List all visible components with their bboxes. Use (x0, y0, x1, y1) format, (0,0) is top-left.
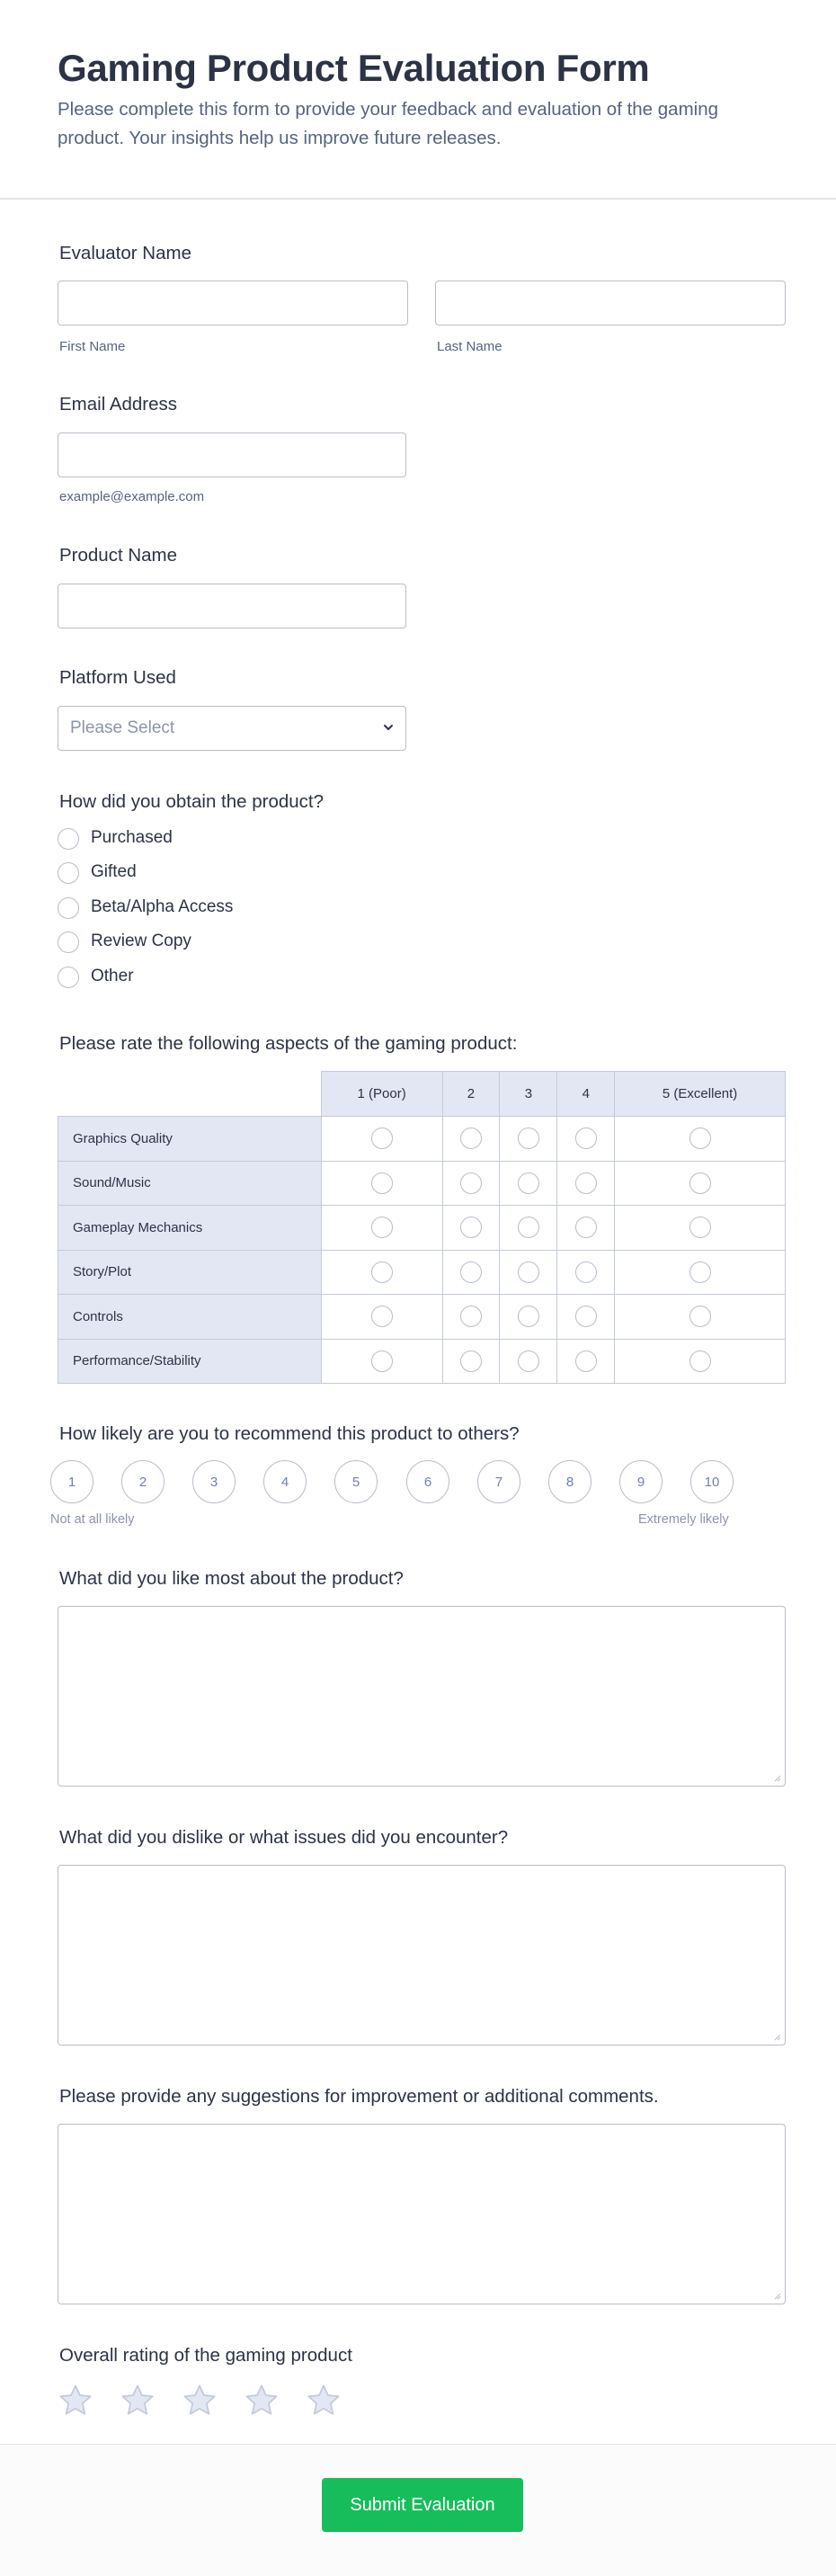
chevron-down-icon (382, 721, 395, 734)
matrix-radio[interactable] (460, 1128, 482, 1149)
matrix-row (58, 1161, 786, 1206)
matrix-col-header: 5 (Excellent) (615, 1072, 786, 1117)
matrix-row-label: Sound/Music (58, 1161, 322, 1206)
form-footer (0, 2444, 836, 2576)
matrix-col-header: 2 (442, 1072, 500, 1117)
matrix-radio[interactable] (518, 1128, 539, 1149)
matrix-row (58, 1295, 786, 1340)
matrix-radio[interactable] (371, 1217, 393, 1238)
radio-label: Beta/Alpha Access (91, 897, 234, 916)
product-name-input[interactable] (58, 584, 406, 628)
platform-select[interactable] (58, 706, 406, 751)
star-icon[interactable] (181, 2382, 218, 2420)
matrix-radio[interactable] (460, 1350, 482, 1372)
radio-label: Review Copy (91, 931, 191, 950)
scale-option-3[interactable]: 3 (192, 1460, 236, 1503)
matrix-radio[interactable] (575, 1306, 597, 1327)
radio-button[interactable] (58, 862, 79, 884)
scale-option-7[interactable]: 7 (477, 1460, 520, 1503)
radio-button[interactable] (58, 828, 79, 850)
overall-rating-label: Overall rating of the gaming product (59, 2345, 352, 2366)
star-icon[interactable] (119, 2382, 156, 2420)
suggestions-label: Please provide any suggestions for improvement or additional comments. (59, 2086, 659, 2107)
matrix-radio[interactable] (575, 1128, 597, 1149)
rating-matrix (58, 1071, 786, 1384)
radio-button[interactable] (58, 897, 79, 919)
last-name-sublabel: Last Name (437, 339, 502, 354)
matrix-radio[interactable] (689, 1172, 711, 1194)
matrix-radio[interactable] (575, 1350, 597, 1372)
suggestions-textarea[interactable] (58, 2124, 786, 2304)
matrix-label: Please rate the following aspects of the gaming product: (59, 1033, 518, 1054)
first-name-sublabel: First Name (59, 339, 126, 354)
product-name-label: Product Name (59, 545, 178, 566)
matrix-radio[interactable] (371, 1261, 393, 1283)
platform-label: Platform Used (59, 667, 176, 688)
matrix-col-header: 3 (500, 1072, 557, 1117)
matrix-row (58, 1339, 786, 1384)
matrix-radio[interactable] (575, 1261, 597, 1283)
obtain-label: How did you obtain the product? (59, 791, 325, 812)
matrix-col-header: 1 (Poor) (321, 1072, 442, 1117)
disliked-label: What did you dislike or what issues did you encounter? (59, 1827, 509, 1848)
radio-button[interactable] (58, 967, 79, 988)
matrix-radio[interactable] (689, 1306, 711, 1327)
matrix-radio[interactable] (689, 1261, 711, 1283)
matrix-radio[interactable] (518, 1217, 539, 1238)
matrix-row-label: Story/Plot (58, 1250, 322, 1295)
matrix-row (58, 1250, 786, 1295)
resize-handle-icon[interactable] (772, 1773, 781, 1782)
matrix-row-label: Performance/Stability (58, 1339, 322, 1384)
matrix-radio[interactable] (575, 1172, 597, 1194)
matrix-corner (58, 1072, 322, 1117)
form-subtitle: Please complete this form to provide your feedback and evaluation of the gaming product. Your insights help us improve future releases. (58, 99, 719, 148)
matrix-radio[interactable] (371, 1172, 393, 1194)
scale-option-6[interactable]: 6 (406, 1460, 449, 1503)
scale-option-10[interactable]: 10 (690, 1460, 734, 1503)
star-icon[interactable] (305, 2382, 342, 2420)
matrix-radio[interactable] (518, 1172, 539, 1194)
scale-option-9[interactable]: 9 (619, 1460, 663, 1503)
matrix-row (58, 1117, 786, 1162)
scale-option-2[interactable]: 2 (121, 1460, 165, 1503)
matrix-radio[interactable] (689, 1217, 711, 1238)
matrix-radio[interactable] (460, 1261, 482, 1283)
matrix-row (58, 1206, 786, 1251)
matrix-radio[interactable] (371, 1350, 393, 1372)
disliked-textarea[interactable] (58, 1865, 786, 2046)
radio-label: Purchased (91, 828, 173, 847)
matrix-radio[interactable] (460, 1306, 482, 1327)
star-icon[interactable] (243, 2382, 280, 2420)
scale-low-caption: Not at all likely (50, 1512, 135, 1527)
matrix-radio[interactable] (371, 1306, 393, 1327)
email-label: Email Address (59, 394, 178, 414)
matrix-col-header: 4 (557, 1072, 615, 1117)
radio-button[interactable] (58, 931, 79, 953)
matrix-radio[interactable] (518, 1306, 539, 1327)
scale-high-caption: Extremely likely (638, 1512, 729, 1527)
matrix-row-label: Graphics Quality (58, 1117, 322, 1162)
submit-button[interactable]: Submit Evaluation (322, 2478, 523, 2532)
radio-label: Gifted (91, 862, 137, 881)
matrix-radio[interactable] (575, 1217, 597, 1238)
matrix-radio[interactable] (518, 1261, 539, 1283)
matrix-radio[interactable] (689, 1350, 711, 1372)
star-icon[interactable] (57, 2382, 94, 2420)
resize-handle-icon[interactable] (772, 2032, 781, 2041)
scale-option-1[interactable]: 1 (50, 1460, 93, 1503)
radio-label: Other (91, 967, 134, 985)
scale-option-8[interactable]: 8 (548, 1460, 591, 1503)
matrix-row-label: Gameplay Mechanics (58, 1206, 322, 1251)
last-name-input[interactable] (435, 281, 786, 325)
scale-option-5[interactable]: 5 (334, 1460, 378, 1503)
matrix-radio[interactable] (371, 1128, 393, 1149)
platform-selected-value: Please Select (70, 718, 175, 737)
evaluator-name-label: Evaluator Name (59, 243, 191, 263)
matrix-row-label: Controls (58, 1295, 322, 1340)
matrix-radio[interactable] (518, 1350, 539, 1372)
matrix-radio[interactable] (689, 1128, 711, 1149)
liked-label: What did you like most about the product? (59, 1568, 404, 1589)
matrix-radio[interactable] (460, 1172, 482, 1194)
form-title: Gaming Product Evaluation Form (58, 47, 650, 89)
scale-option-4[interactable]: 4 (263, 1460, 307, 1503)
email-input[interactable] (58, 432, 406, 477)
recommend-label: How likely are you to recommend this product to others? (59, 1423, 520, 1444)
email-sublabel: example@example.com (59, 489, 205, 504)
form-header (0, 0, 836, 200)
liked-textarea[interactable] (58, 1606, 786, 1787)
matrix-radio[interactable] (460, 1217, 482, 1238)
first-name-input[interactable] (58, 281, 408, 325)
resize-handle-icon[interactable] (772, 2291, 781, 2300)
